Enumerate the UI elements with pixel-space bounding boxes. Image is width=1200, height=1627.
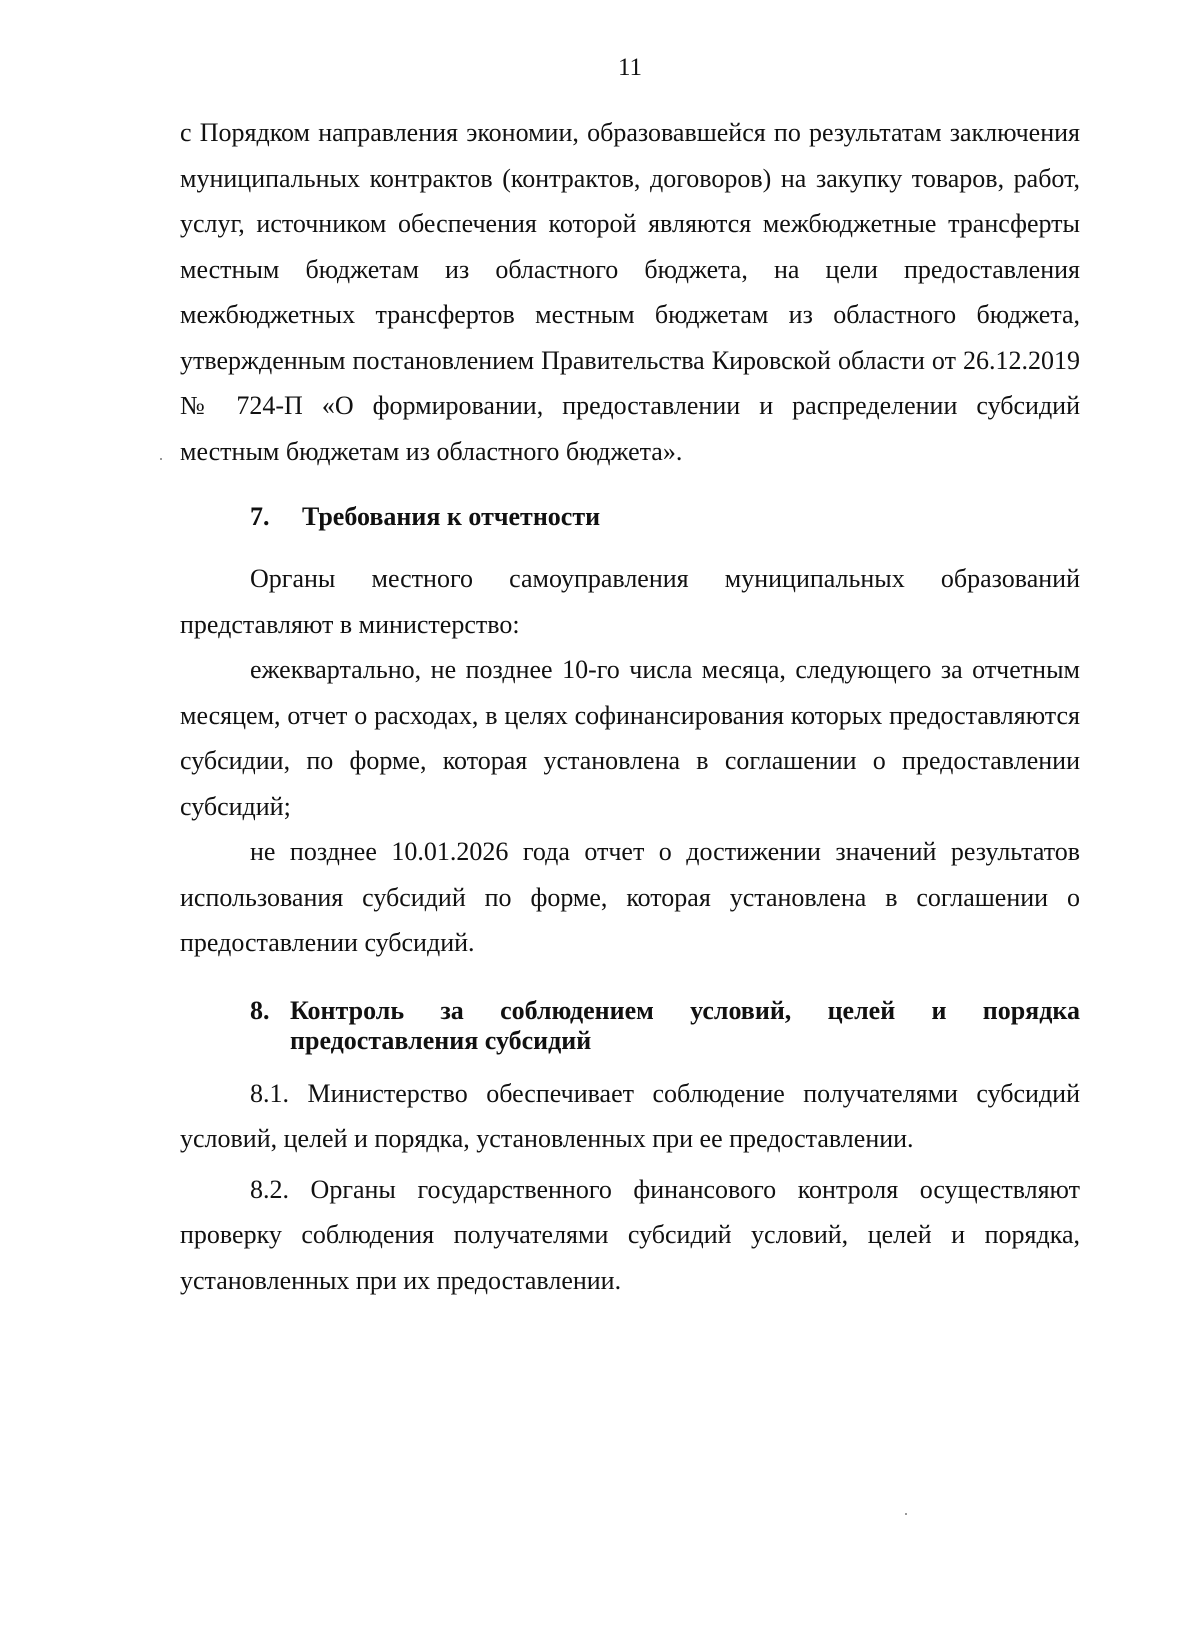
section-7-paragraph: Органы местного самоуправления муниципальных образований представляют в министерство: (180, 564, 1080, 639)
scan-speck (905, 1513, 907, 1515)
section-7-heading (180, 497, 1080, 537)
section-8-paragraph: 8.2. Органы государственного финансового контроля осуществляют проверку соблюдения получателями субсидий условий, целей и порядка, установленных при их предоставлении. (180, 1174, 1080, 1295)
section-8-paragraph: 8.1. Министерство обеспечивает соблюдение получателями субсидий условий, целей и порядка, установленных при ее предоставлении. (180, 1078, 1080, 1153)
section-8-title: Контроль за соблюдением условий, целей и порядка предоставления субсидий (290, 995, 1080, 1055)
section-8-heading (180, 996, 1080, 1056)
paragraph-intro: с Порядком направления экономии, образовавшейся по результатам заключения муниципальных контрактов (контрактов, договоров) на закупку товаров, работ, услуг, источником обеспечения которой являются межбюджетные трансферты местным бюджетам из областного бюджета, на цели предоставления межбюджетных трансфертов местным бюджетам из областного бюджета, утвержденным постановлением Правительства Кировской области от 26.12.2019 № 724-П «О формировании, предоставлении и распределении субсидий местным бюджетам из областного бюджета». (180, 118, 1080, 466)
page-number: 11 (617, 54, 643, 81)
section-7-title: Требования к отчетности (302, 502, 601, 531)
scan-speck (160, 458, 162, 460)
section-8-number: 8. (250, 995, 270, 1025)
section-7-number: 7. (250, 502, 270, 531)
section-7-paragraph: не позднее 10.01.2026 года отчет о достижении значений результатов использования субсидий по форме, которая установлена в соглашении о предоставлении субсидий. (180, 837, 1080, 957)
document-body (180, 110, 1080, 1303)
section-7-paragraph: ежеквартально, не позднее 10-го числа месяца, следующего за отчетным месяцем, отчет о расходах, в целях софинансирования которых предоставляются субсидии, по форме, которая установлена в соглашении о предоставлении субсидий; (180, 655, 1080, 821)
